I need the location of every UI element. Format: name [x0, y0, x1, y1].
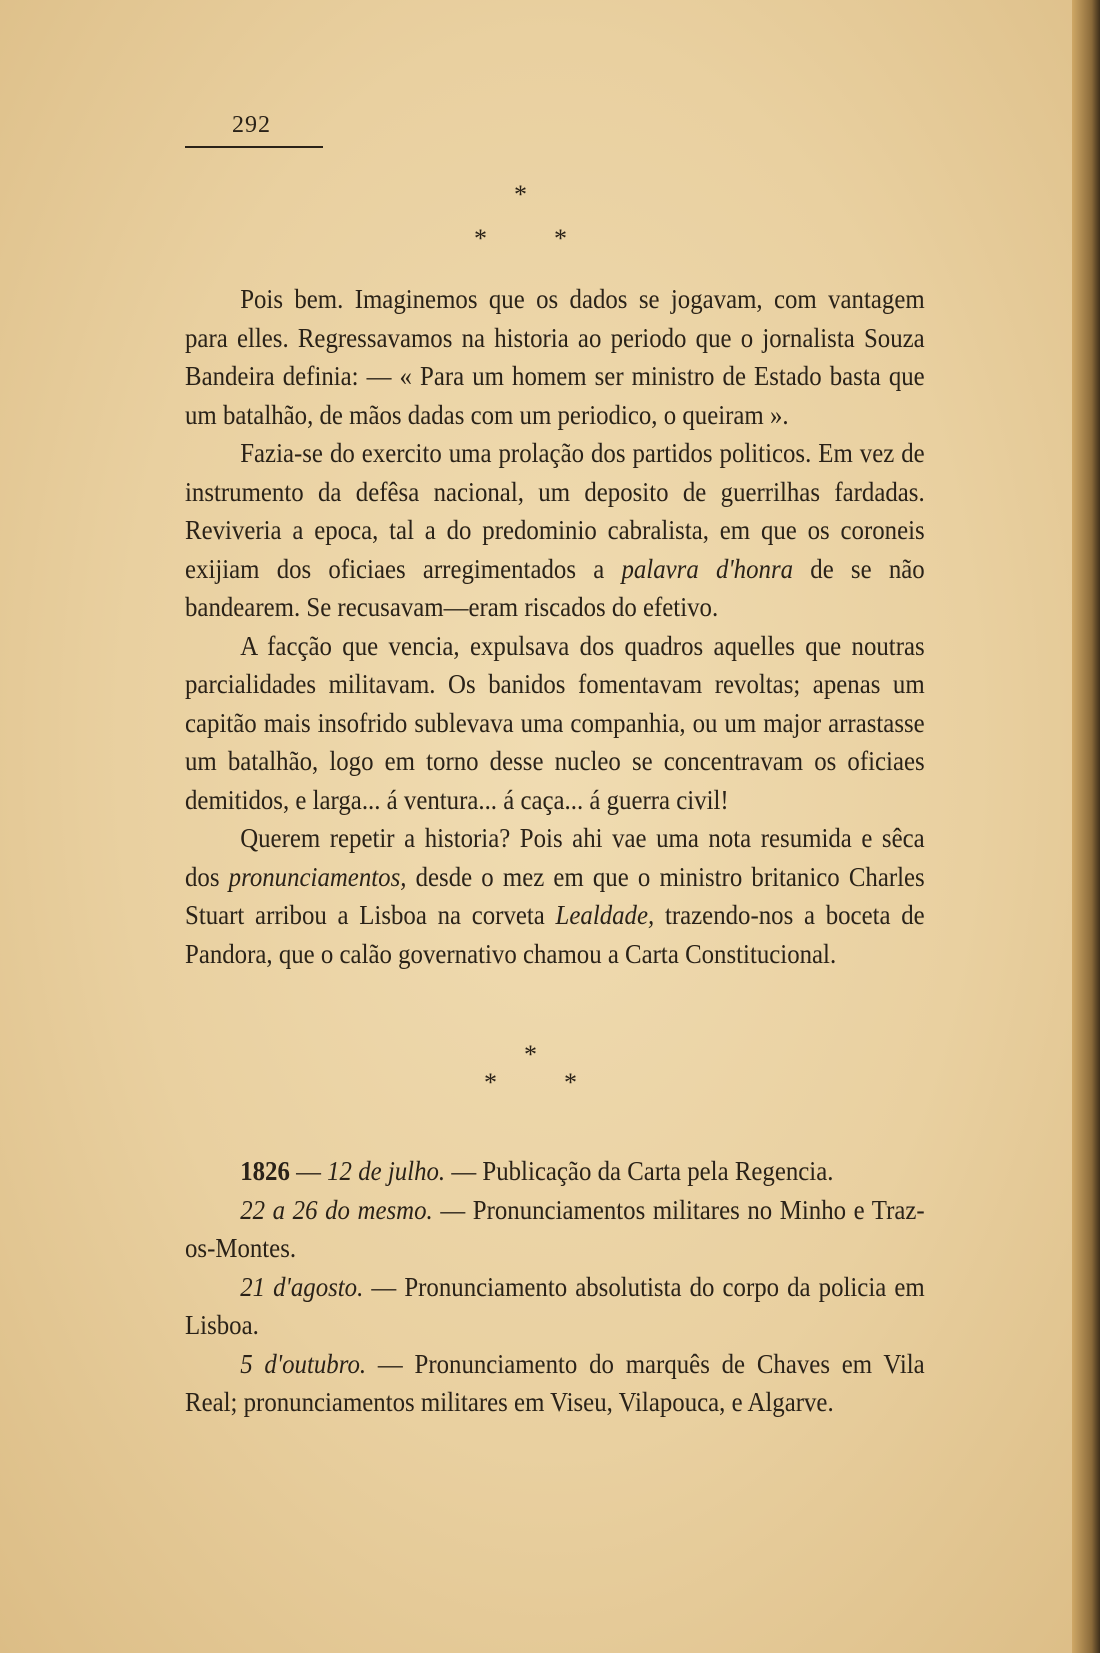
chronology-entry: 21 d'agosto. — Pronunciamento absolutista do corpo da policia em Lisboa.: [185, 1271, 925, 1340]
header-rule: [185, 146, 323, 148]
asterism-star: *: [524, 1040, 537, 1069]
chronology-entry: 1826 — 12 de julho. — Publicação da Carta pela Regencia.: [240, 1156, 834, 1186]
italic-phrase: Lealdade,: [555, 900, 655, 930]
italic-phrase: palavra d'honra: [621, 553, 794, 584]
page-number: 292: [232, 112, 271, 138]
body-text: [185, 280, 925, 973]
asterism-star: *: [564, 1068, 577, 1097]
paragraph: Fazia-se do exercito uma prolação dos partidos politicos. Em vez de instrumento da defêsa nacional, um deposito de guerrilhas fardadas. Reviveria a epoca, tal a do predominio cabralista, em que os coroneis exijiam dos oficiaes arregimentados a palavra d'honra de se não bandearem. Se recusavam—eram riscados do efetivo.: [185, 438, 925, 622]
asterism-star: *: [484, 1068, 497, 1097]
asterism-star: *: [514, 180, 527, 209]
paragraph: Pois bem. Imaginemos que os dados se jogavam, com vantagem para elles. Regressavamos na historia ao periodo que o jornalista Souza Bandeira definia: — « Para um homem ser ministro de Estado basta que um batalhão, de mãos dadas com um periodico, o queiram ».: [185, 284, 925, 430]
asterism-star: *: [474, 224, 487, 253]
italic-phrase: pronunciamentos,: [228, 861, 407, 892]
chronology: [185, 1152, 925, 1422]
paragraph: A facção que vencia, expulsava dos quadros aquelles que noutras parcialidades militavam. Os banidos fomentavam revoltas; apenas um capitão mais insofrido sublevava uma companhia, ou um major arrastasse um batalhão, logo em torno desse nucleo se concentravam os oficiaes demitidos, e larga... á ventura... á caça... á guerra civil!: [185, 630, 925, 815]
paragraph: Querem repetir a historia? Pois ahi vae uma nota resumida e sêca dos pronunciamentos, desde o mez em que o ministro britanico Charles Stuart arribou a Lisboa na corveta Lealdade, trazendo-nos a boceta de Pandora, que o calão governativo chamou a Carta Constitucional.: [185, 823, 925, 969]
asterism-star: *: [554, 224, 567, 253]
chronology-entry: 5 d'outubro. — Pronunciamento do marquês de Chaves em Vila Real; pronunciamentos militares em Viseu, Vilapouca, e Algarve.: [185, 1348, 925, 1417]
chronology-entry: 22 a 26 do mesmo. — Pronunciamentos militares no Minho e Traz-os-Montes.: [185, 1194, 925, 1263]
page-edge: [1072, 0, 1100, 1653]
